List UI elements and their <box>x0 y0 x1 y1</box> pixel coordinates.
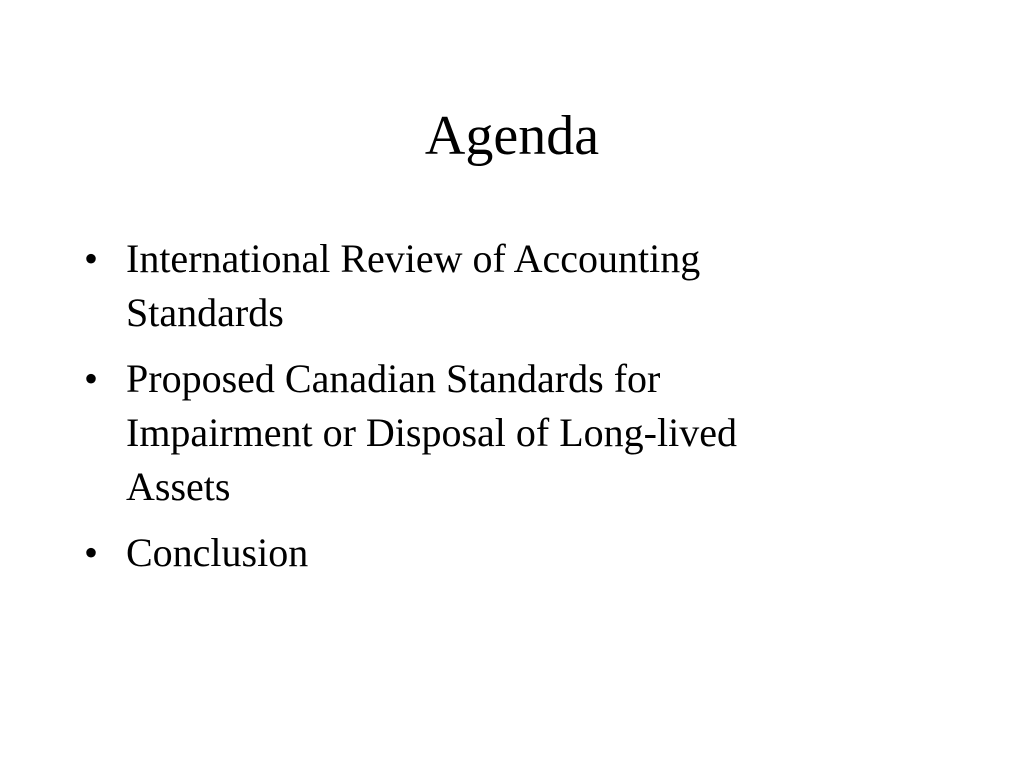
agenda-list <box>84 232 844 592</box>
agenda-item-text: Proposed Canadian Standards for Impairment or Disposal of Long-lived Assets <box>126 356 737 509</box>
agenda-item-conclusion <box>84 526 844 580</box>
slide-title: Agenda <box>424 105 600 167</box>
bullet-icon: • <box>84 530 99 575</box>
bullet-icon: • <box>84 356 99 401</box>
agenda-item-text: Conclusion <box>126 530 309 575</box>
agenda-item-text: International Review of Accounting Standards <box>126 236 701 335</box>
agenda-item-international-review <box>84 232 844 340</box>
agenda-item-proposed-standards <box>84 352 844 514</box>
bullet-icon: • <box>84 236 99 281</box>
